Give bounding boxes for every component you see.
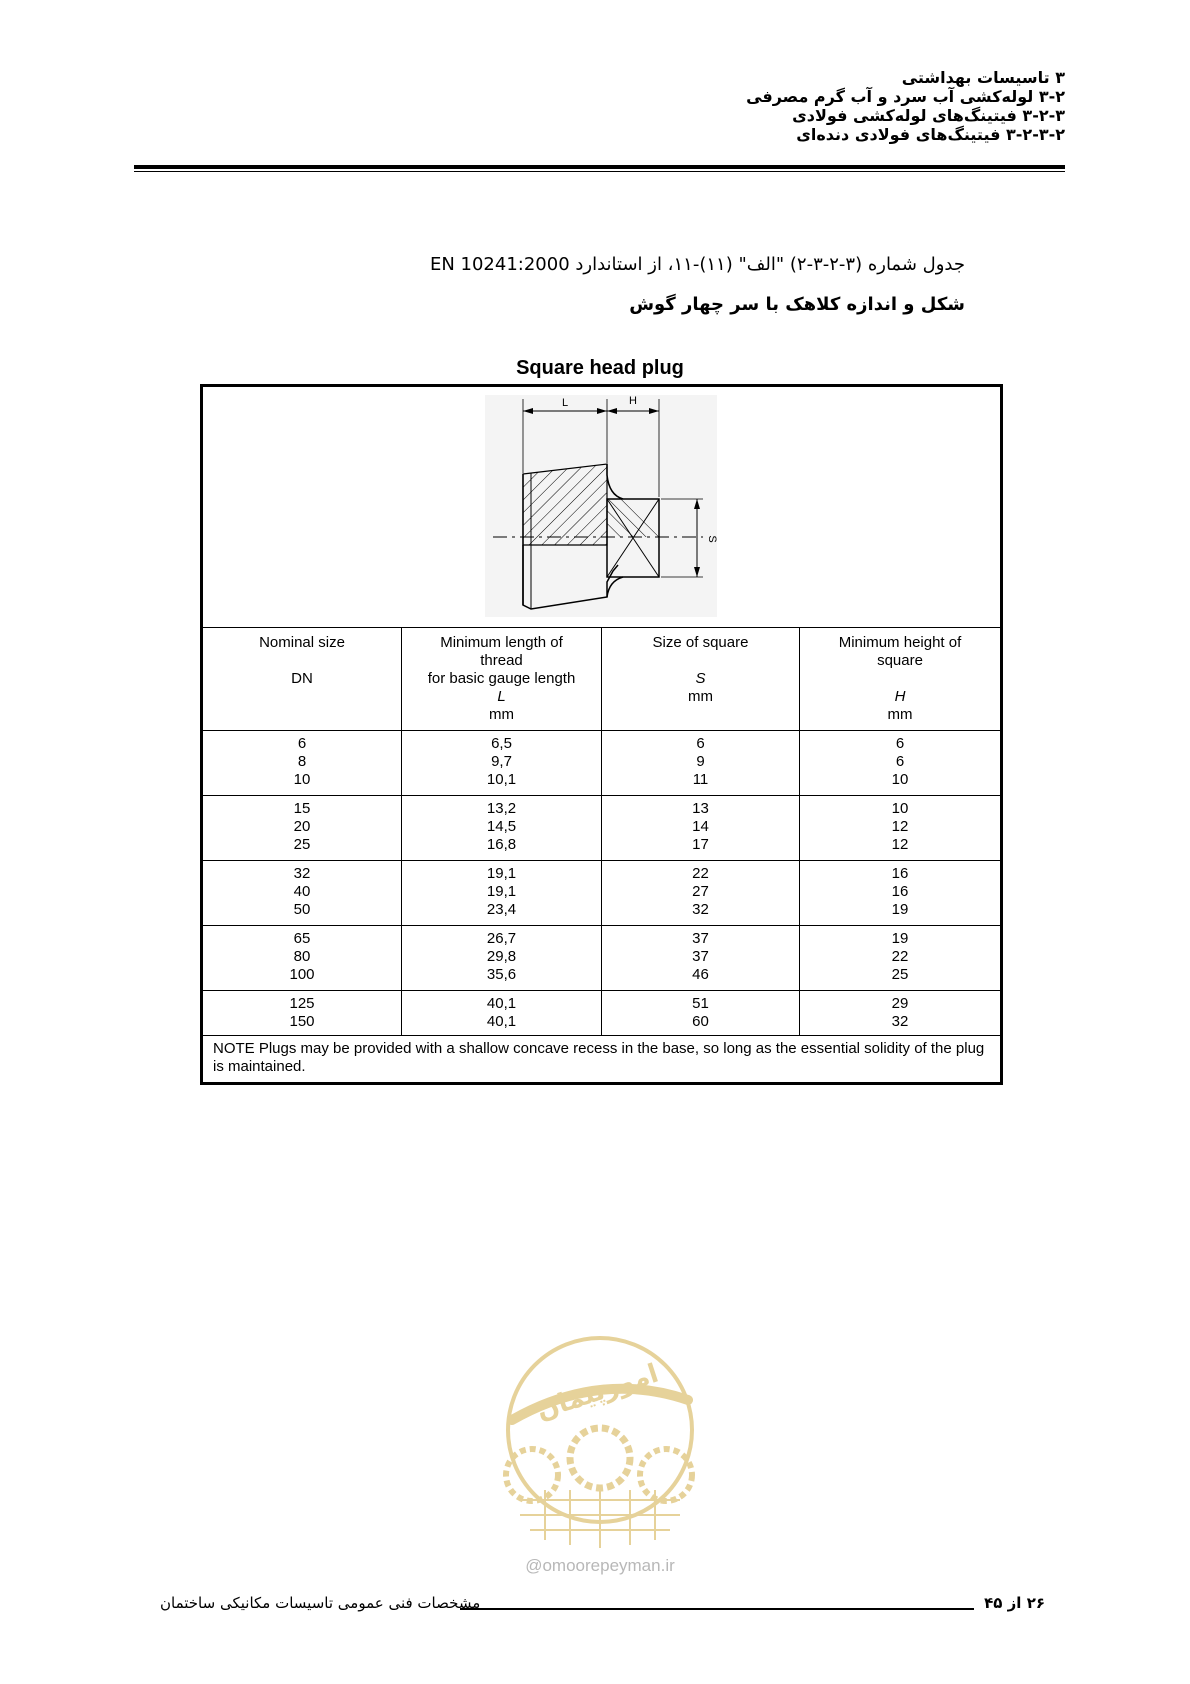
s-cell: 51 60 [602,991,800,1036]
table-row [202,926,1002,991]
table-row [202,796,1002,861]
watermark-url: @omoorepeyman.ir [525,1556,675,1575]
header-min-thread-length: Minimum length of thread for basic gauge length L mm [402,628,602,731]
dn-cell: 32 40 50 [202,861,402,926]
table-note: NOTE Plugs may be provided with a shallow concave recess in the base, so long as the essential solidity of the plug is maintained. [202,1036,1002,1084]
header-min-height-of-square: Minimum height of square H mm [800,628,1002,731]
table-row [202,731,1002,796]
l-cell: 26,7 29,8 35,6 [402,926,602,991]
s-cell: 6 9 11 [602,731,800,796]
header-nominal-size: Nominal size DN [202,628,402,731]
dn-cell: 65 80 100 [202,926,402,991]
dn-cell: 15 20 25 [202,796,402,861]
table-header-row [202,628,1002,731]
s-cell: 37 37 46 [602,926,800,991]
table-row [202,991,1002,1036]
header-rule [134,165,1065,169]
l-cell: 19,1 19,1 23,4 [402,861,602,926]
page-number: ۲۶ از ۴۵ [984,1594,1045,1612]
l-cell: 40,1 40,1 [402,991,602,1036]
l-cell: 13,2 14,5 16,8 [402,796,602,861]
header-line-4: ۳-۲-۳-۲ فیتینگ‌های فولادی دنده‌ای [796,125,1065,144]
dn-cell: 125 150 [202,991,402,1036]
table-row [202,861,1002,926]
h-cell: 16 16 19 [800,861,1002,926]
square-head-plug-drawing [203,387,1003,627]
header-line-3: ۳-۲-۳ فیتینگ‌های لوله‌کشی فولادی [792,106,1065,125]
dn-cell: 6 8 10 [202,731,402,796]
watermark-logo-text: امورپیمان [532,1358,663,1427]
header-size-of-square: Size of square S mm [602,628,800,731]
s-cell: 13 14 17 [602,796,800,861]
figure-label-h: H [629,395,637,407]
h-cell: 19 22 25 [800,926,1002,991]
watermark-logo [490,1330,710,1560]
s-cell: 22 27 32 [602,861,800,926]
figure-label-s: S [706,535,718,543]
h-cell: 29 32 [800,991,1002,1036]
figure-cell [202,386,1002,628]
header-line-1: ۳ تاسیسات بهداشتی [901,68,1065,87]
l-cell: 6,5 9,7 10,1 [402,731,602,796]
header-line-2: ۳-۲ لوله‌کشی آب سرد و آب گرم مصرفی [746,87,1065,106]
h-cell: 10 12 12 [800,796,1002,861]
footer-title: مشخصات فنی عمومی تاسیسات مکانیکی ساختمان [160,1594,481,1612]
footer-rule [460,1608,974,1610]
section-header [365,68,1065,144]
figure-label-l: L [561,397,569,409]
h-cell: 6 6 10 [800,731,1002,796]
table-caption: جدول شماره (۳-۲-۳-۲) "الف" (۱۱)-۱۱، از استاندارد EN 10241:2000 [429,254,965,275]
header-rule-thin [134,171,1065,172]
plug-dimension-table [200,384,1003,1085]
table-title: Square head plug [516,357,684,379]
table-caption-subtitle: شکل و اندازه کلاهک با سر چهار گوش [629,294,965,315]
